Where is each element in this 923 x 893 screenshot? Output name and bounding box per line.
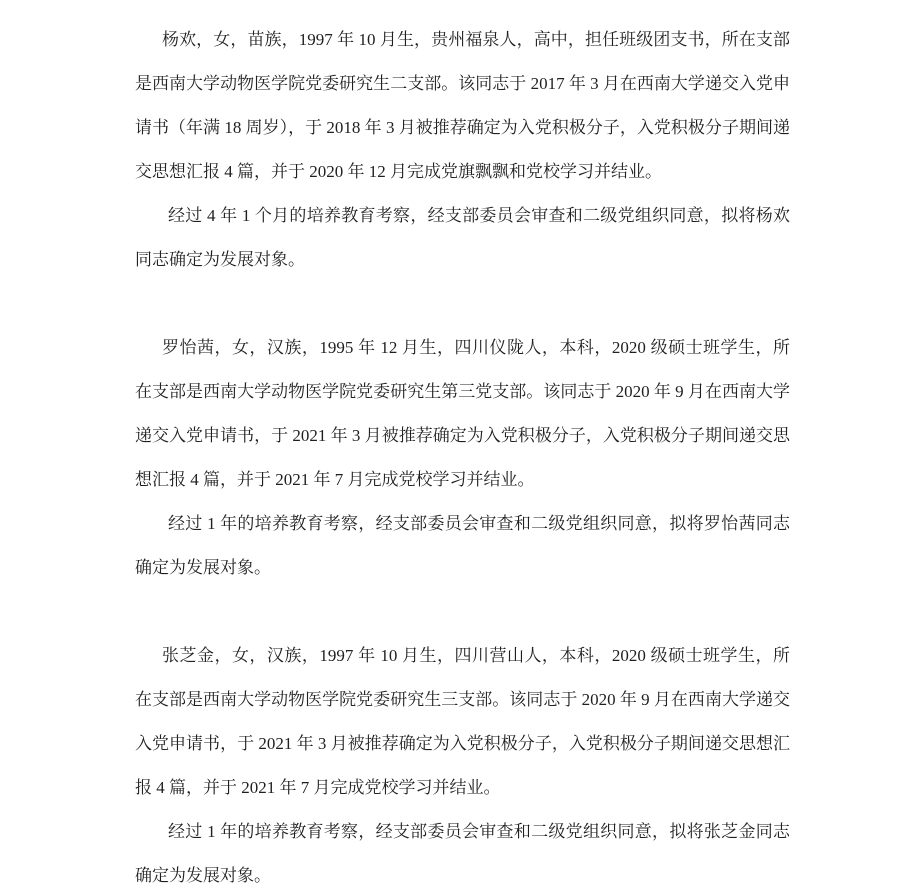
- paragraph-luoyiqian-profile: 罗怡茜，女，汉族，1995 年 12 月生，四川仪陇人，本科，2020 级硕士班学生，所在支部是西南大学动物医学院党委研究生第三党支部。该同志于 2020 年 9 月在西南大学递交入党申请书，于 2021 年 3 月被推荐确定为入党积极分子，入党积极分子期间递交思想汇报 4 篇，并于 2021 年 7 月完成党校学习并结业。: [135, 338, 790, 489]
- paragraph-zhangzhijin-profile: 张芝金，女，汉族，1997 年 10 月生，四川营山人，本科，2020 级硕士班学生，所在支部是西南大学动物医学院党委研究生三支部。该同志于 2020 年 9 月在西南大学递交入党申请书，于 2021 年 3 月被推荐确定为入党积极分子，入党积极分子期间递交思想汇报 4 篇，并于 2021 年 7 月完成党校学习并结业。: [135, 646, 790, 797]
- paragraph-zhangzhijin-decision: 经过 1 年的培养教育考察，经支部委员会审查和二级党组织同意，拟将张芝金同志确定为发展对象。: [135, 822, 790, 885]
- paragraph-yanghuan-decision: 经过 4 年 1 个月的培养教育考察，经支部委员会审查和二级党组织同意，拟将杨欢同志确定为发展对象。: [135, 206, 790, 269]
- paragraph-luoyiqian-decision: 经过 1 年的培养教育考察，经支部委员会审查和二级党组织同意，拟将罗怡茜同志确定为发展对象。: [135, 514, 790, 577]
- blank-line-1: [135, 282, 790, 326]
- blank-line-2: [135, 590, 790, 634]
- paragraph-yanghuan-profile: 杨欢，女，苗族，1997 年 10 月生，贵州福泉人，高中，担任班级团支书，所在支部是西南大学动物医学院党委研究生二支部。该同志于 2017 年 3 月在西南大学递交入党申请书（年满 18 周岁），于 2018 年 3 月被推荐确定为入党积极分子，入党积极分子期间递交思想汇报 4 篇，并于 2020 年 12 月完成党旗飘飘和党校学习并结业。: [135, 30, 790, 181]
